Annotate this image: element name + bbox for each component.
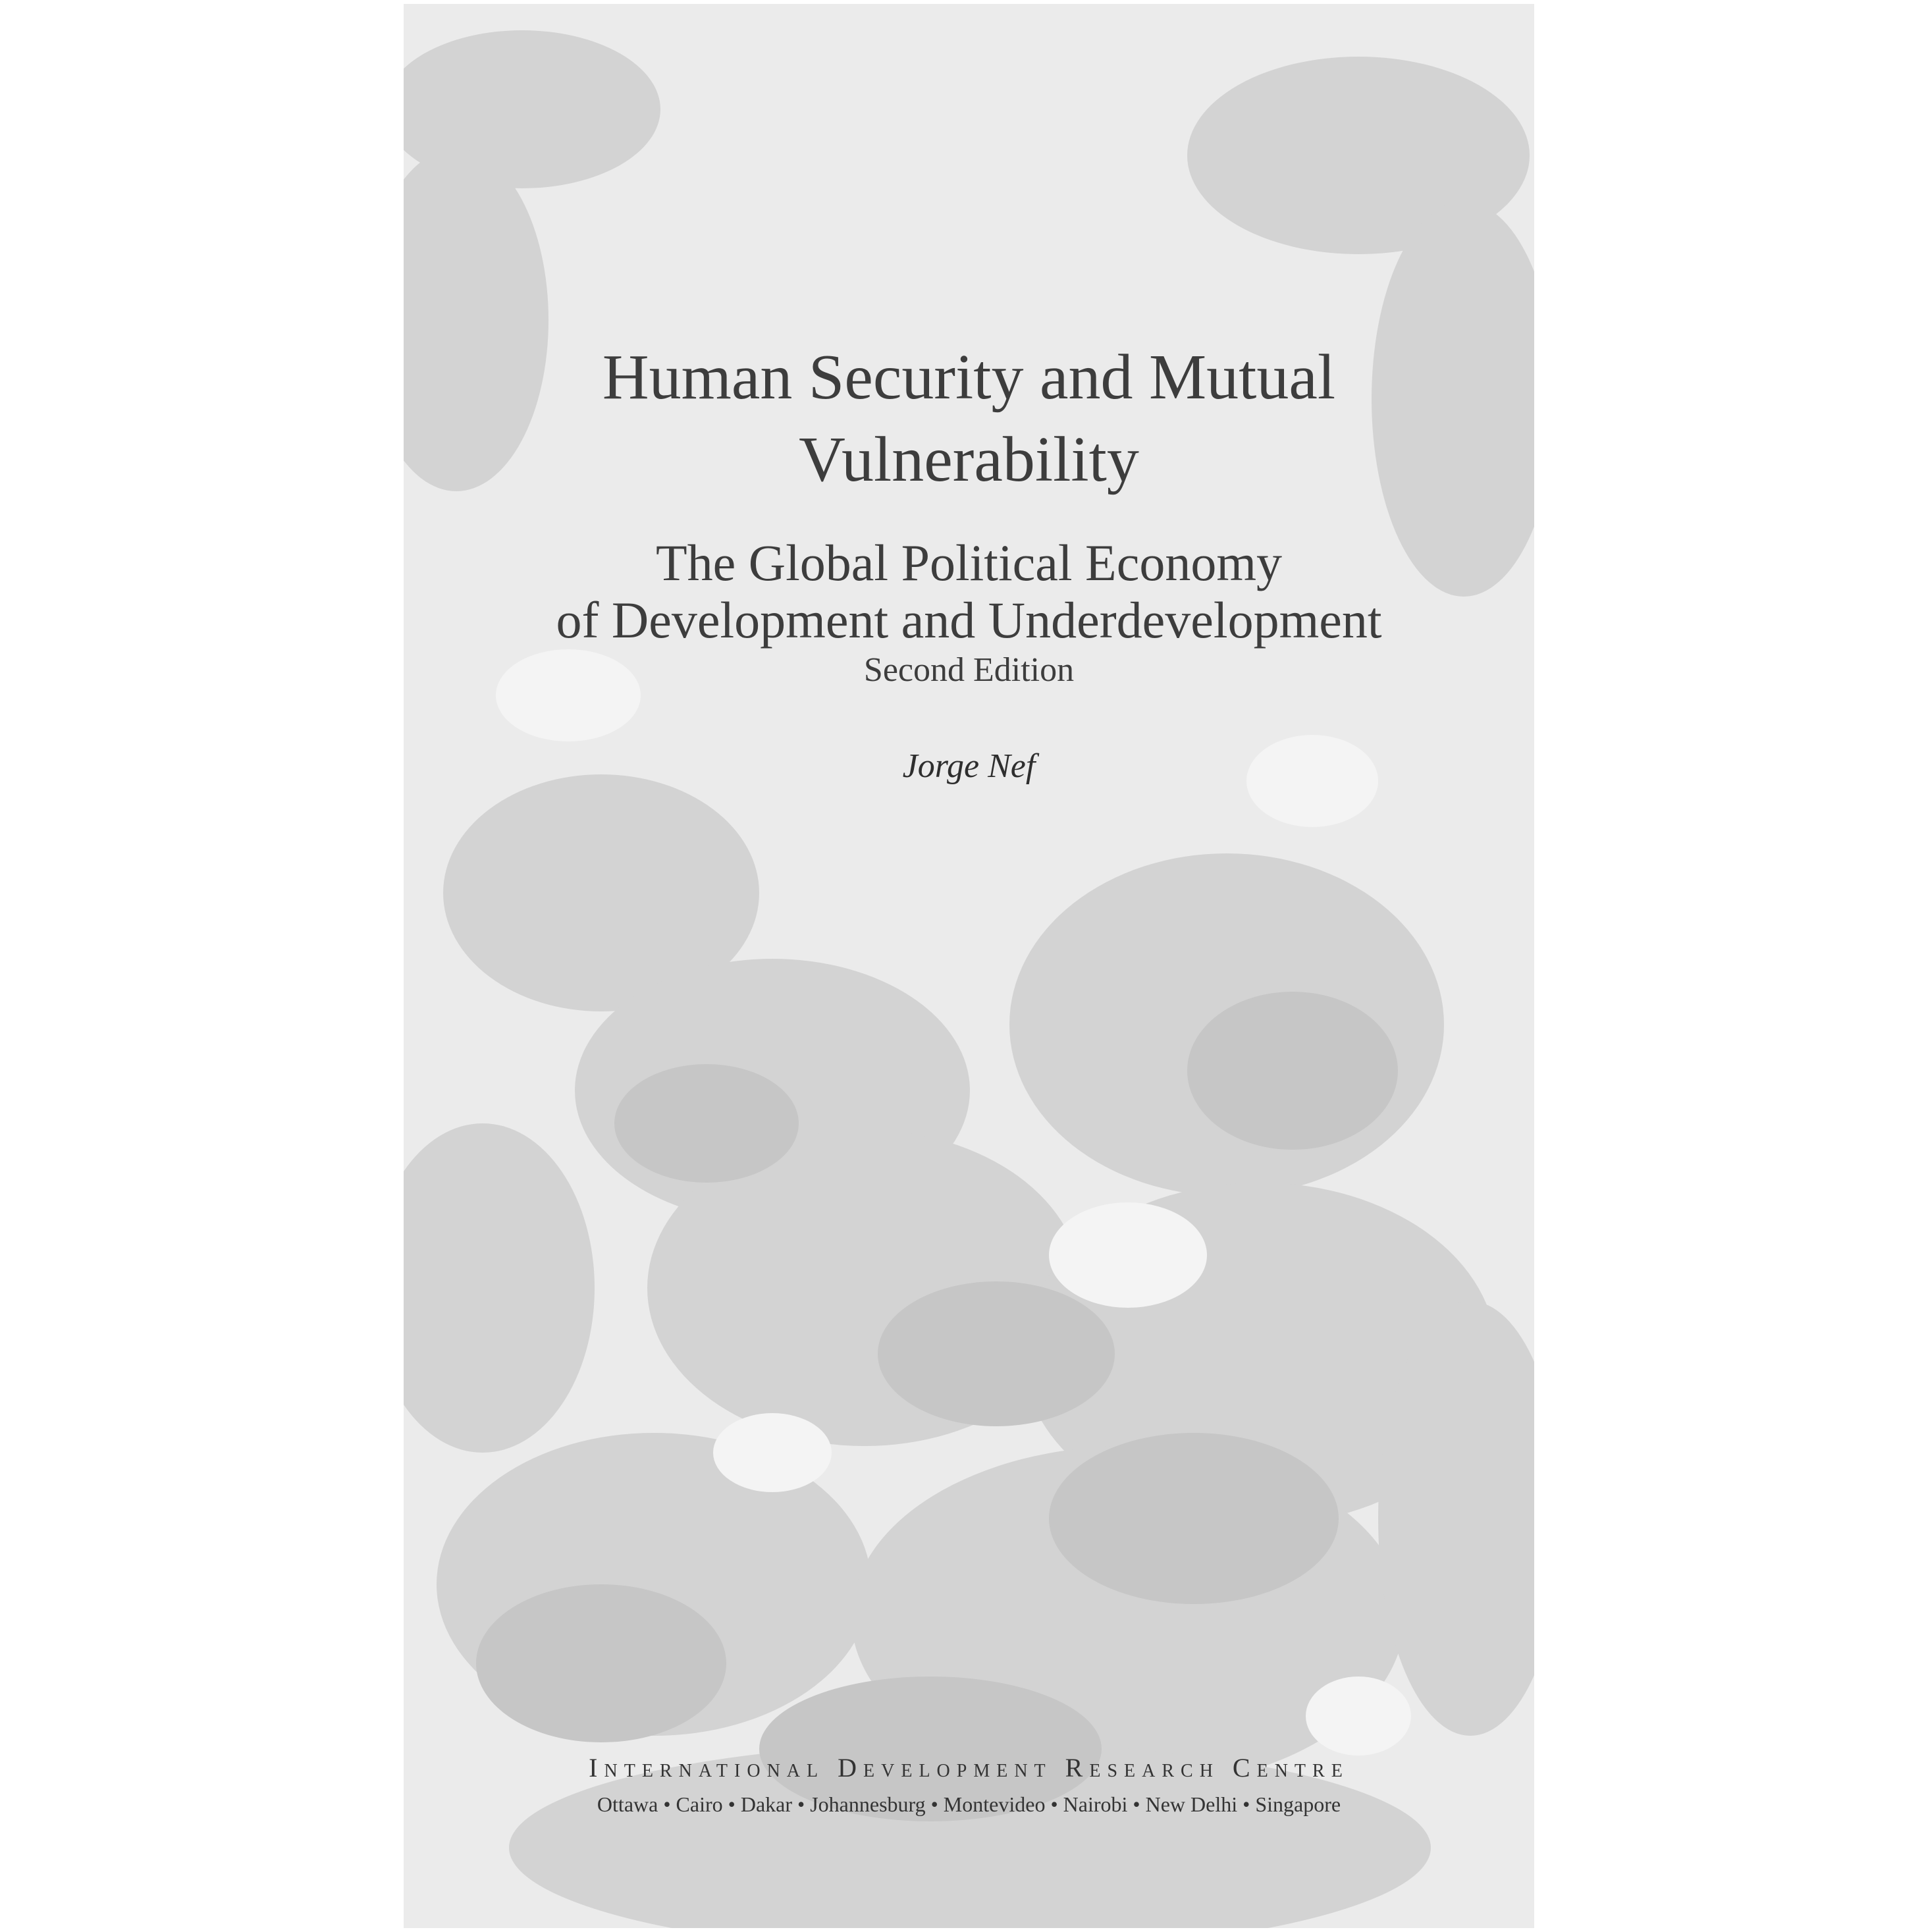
- subtitle-line-1: The Global Political Economy: [656, 534, 1282, 591]
- edition-label: Second Edition: [863, 651, 1075, 689]
- book-cover: [404, 4, 1534, 1928]
- subtitle-line-2: of Development and Underdevelopment: [556, 591, 1382, 649]
- publisher-cities: Ottawa • Cairo • Dakar • Johannesburg • Montevideo • Nairobi • New Delhi • Singapore: [597, 1792, 1341, 1816]
- title-line-1: Human Security and Mutual: [602, 342, 1336, 413]
- book-subtitle: [404, 534, 1534, 649]
- publisher-name: International Development Research Centre: [589, 1753, 1349, 1783]
- author-name: Jorge Nef: [902, 747, 1036, 785]
- cover-photo-texture: [404, 4, 1534, 1928]
- title-line-2: Vulnerability: [799, 424, 1139, 495]
- book-title: [404, 336, 1534, 501]
